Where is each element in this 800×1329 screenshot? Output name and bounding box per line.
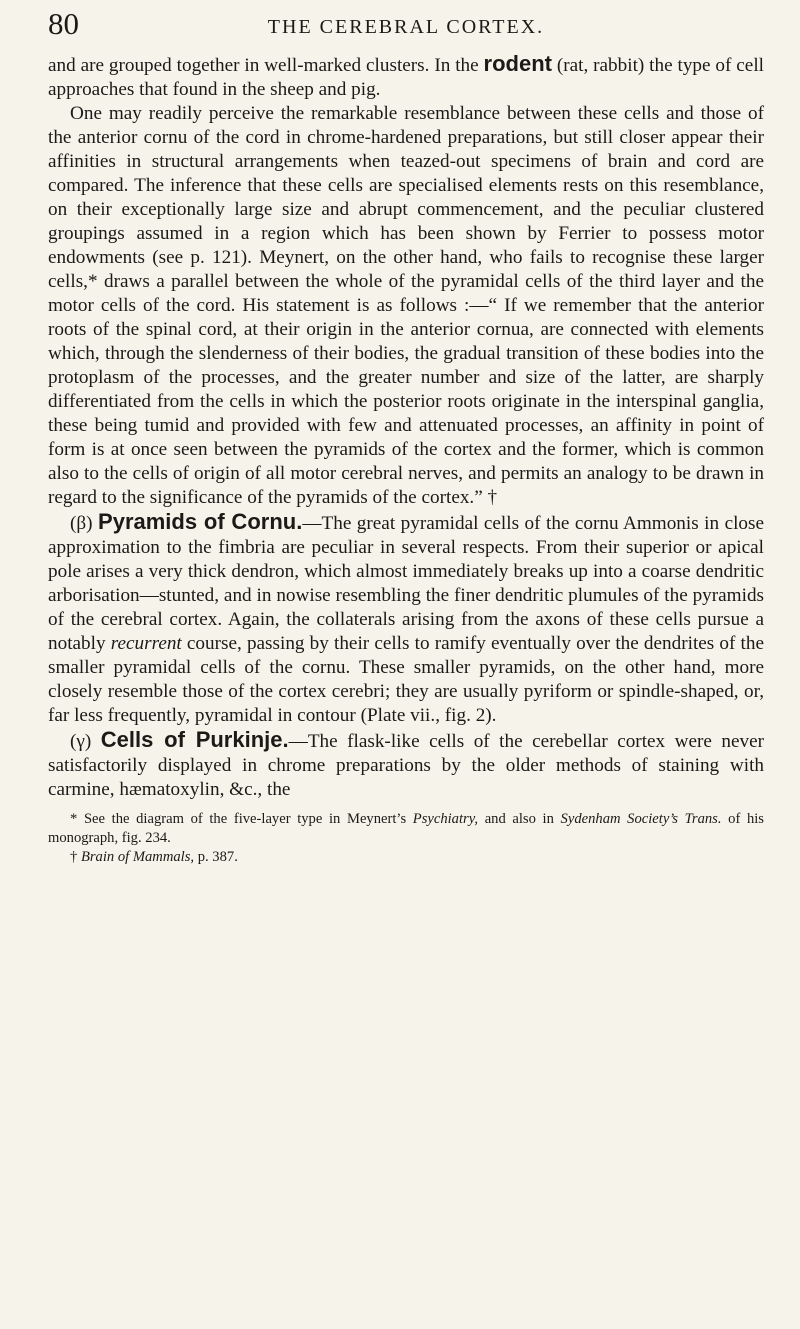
italic-recurrent: recurrent [110,633,182,654]
paragraph-meynert: One may readily perceive the remarkable resemblance between these cells and those of the anterior cornu of the cord in chrome-hardened preparations, but still closer appear their affinities in structural arrangements when teazed-out specimens of brain and cord are compared. The inference that these cells are specialised elements rests on this resemblance, on their exceptionally large size and abrupt commencement, and the peculiar clustered groupings assumed in a region which has been shown by Ferrier to possess motor endowments (see p. 121). Meynert, on the other hand, who fails to recognise these larger cells,* draws a parallel between the whole of the pyramidal cells of the third layer and the motor cells of the cord. His statement is as follows :—“ If we remember that the anterior roots of the spinal cord, at their origin in the anterior cornua, are connected with elements which, through the slenderness of their bodies, the gradual transition of these bodies into the protoplasm of the processes, and the greater number and size of the latter, are sharply differentiated from the cells in which the posterior roots originate in the interspinal ganglia, these being tumid and provided with few and attenuated processes, an affinity in point of form is at once seen between the pyramids of the cortex and the former, which is common also to the cells of origin of all motor cerebral nerves, and permits an analogy to be drawn in regard to the significance of the pyramids of the cortex.” † [48,103,764,508]
footnote-2: † Brain of Mammals, p. 387. [70,849,238,865]
section-heading-pyramids-of-cornu: Pyramids of Cornu. [98,509,303,534]
running-title: THE CEREBRAL CORTEX. [267,16,545,38]
paragraph-cells-of-purkinje: (γ) Cells of Purkinje.—The flask-like cells of the cerebellar cortex were never satisfactorily displayed in chrome preparations by the older methods of staining with carmine, hæmatoxylin, &c., the [48,727,764,800]
rodent-heading: rodent [483,51,552,76]
footnote-1: * See the diagram of the five-layer type in Meynert’s Psychiatry, and also in Sydenham Society’s Trans. of his monograph, fig. 234. [48,811,764,846]
paragraph-rodent: and are grouped together in well-marked clusters. In the rodent (rat, rabbit) the type of cell approaches that found in the sheep and pig. [48,51,764,100]
section-heading-cells-of-purkinje: Cells of Purkinje. [100,727,289,752]
body-text [48,52,764,802]
running-head [48,4,764,52]
paragraph-pyramids-of-cornu: (β) Pyramids of Cornu.—The great pyramidal cells of the cornu Ammonis in close approximation to the fimbria are peculiar in several respects. From their superior or apical pole arises a very thick dendron, which almost immediately breaks up into a coarse dendritic arborisation—stunted, and in nowise resembling the finer dendritic plumules of the pyramids of the cerebral cortex. Again, the collaterals arising from the axons of these cells pursue a notably recurrent course, passing by their cells to ramify eventually over the dendrites of the smaller pyramidal cells of the cornu. These smaller pyramids, on the other hand, more closely resemble those of the cortex cerebri; they are usually pyriform or spindle-shaped, or, far less frequently, pyramidal in contour (Plate vii., fig. 2). [48,509,764,726]
page-number: 80 [48,6,79,41]
footnotes [48,810,764,867]
